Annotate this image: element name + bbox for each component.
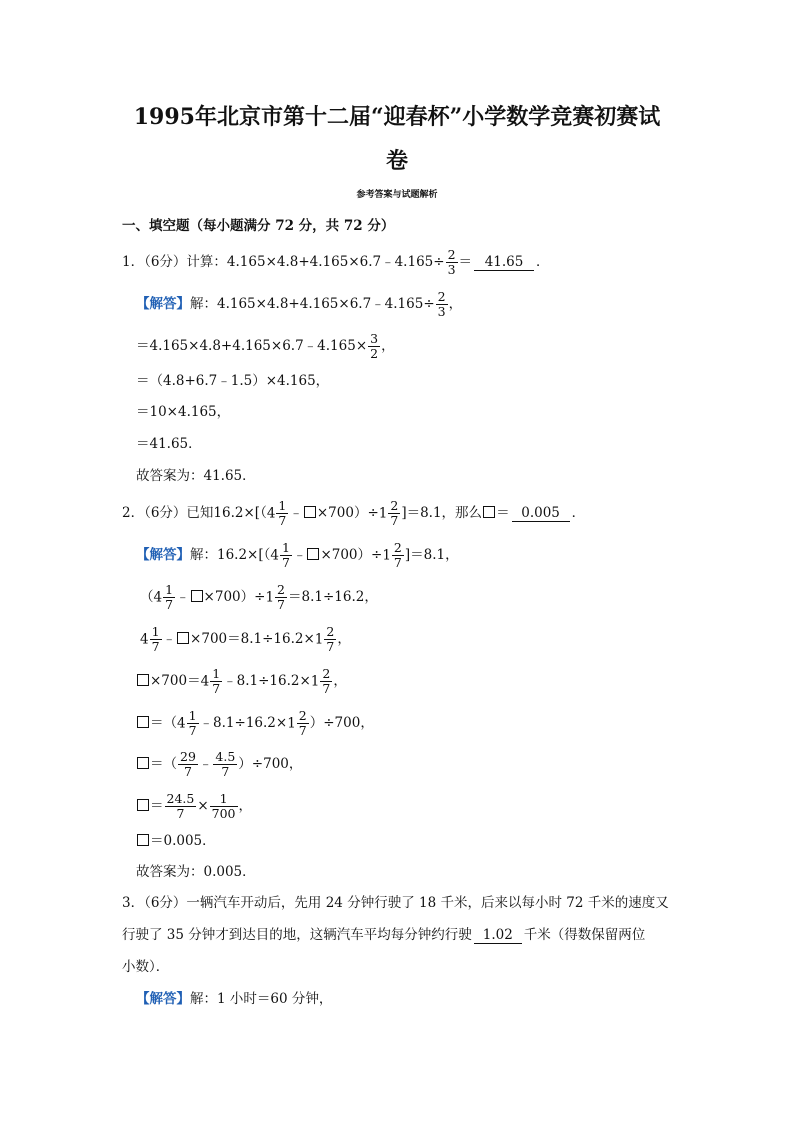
q1-solution-line-5: ＝41.65． <box>136 436 202 452</box>
fraction: $\frac{2}{3}$ <box>437 289 446 319</box>
fraction: $\frac{2}{7}$ <box>322 666 331 696</box>
unknown-box <box>137 757 149 769</box>
fraction: $\frac{4.5}{7}$ <box>215 749 236 779</box>
q3-answer-blank: 1.02 <box>474 927 522 944</box>
question-3-line-3: 小数）． <box>122 959 170 975</box>
q2-solution-line-5: ＝（4 $\frac{1}{7}$ ﹣8.1÷16.2×1 $\frac{2}{7}$ ）÷700， <box>136 709 374 738</box>
q1-solution-line-3: ＝（4.8+6.7﹣1.5）×4.165， <box>136 373 330 389</box>
q3-solution-line-1: 【解答】解：1 小时＝60 分钟， <box>136 991 333 1007</box>
q1-solution-line-4: ＝10×4.165， <box>136 404 231 420</box>
unknown-box <box>191 590 203 602</box>
unknown-box <box>304 506 316 518</box>
q2-solution-line-2: （4 $\frac{1}{7}$ ﹣ ×700）÷1 $\frac{2}{7}$ ＝8.1÷16.2， <box>140 582 378 612</box>
q1-text: 1．（6分）计算：4.165×4.8+4.165×6.7﹣4.165÷ <box>122 254 445 270</box>
q1-solution-line-1: 【解答】解：4.165×4.8+4.165×6.7﹣4.165÷ $\frac{2}{3}$ ， <box>136 289 463 319</box>
fraction: $\frac{2}{3}$ <box>447 247 456 277</box>
question-2: 2．（6分）已知16.2×[（4 $\frac{1}{7}$ ﹣ ×700）÷1 $\frac{2}{7}$ ]＝8.1，那么 ＝ 0.005 ． <box>122 498 586 528</box>
q2-solution-line-8: ＝0.005． <box>136 830 216 852</box>
answer-tag: 【解答】 <box>136 296 190 312</box>
q2-solution-line-7: ＝ $\frac{24.5}{7}$ × $\frac{1}{700}$ ， <box>136 792 252 821</box>
unknown-box <box>483 506 495 518</box>
q2-solution-line-6: ＝（ $\frac{29}{7}$ ﹣ $\frac{4.5}{7}$ ）÷700， <box>136 750 302 779</box>
question-1: 1．（6分）计算：4.165×4.8+4.165×6.7﹣4.165÷ $\frac{2}{3}$ ＝ 41.65 ． <box>122 247 550 277</box>
fraction: $\frac{1}{7}$ <box>188 708 197 738</box>
question-3-line-1: 3．（6分）一辆汽车开动后，先用 24 分钟行驶了 18 千米，后来以每小时 72 千米的速度又 <box>122 895 669 911</box>
fraction: $\frac{3}{2}$ <box>370 331 379 361</box>
q2-solution-line-4: ×700＝4 $\frac{1}{7}$ ﹣8.1÷16.2×1 $\frac{2}{7}$ ， <box>136 667 347 696</box>
page-title-line-1: 1995年北京市第十二届“迎春杯”小学数学竞赛初赛试 <box>133 104 661 130</box>
fraction: $\frac{24.5}{7}$ <box>166 791 195 821</box>
fraction: $\frac{1}{7}$ <box>278 498 287 528</box>
fraction: $\frac{1}{7}$ <box>212 666 221 696</box>
q1-answer-blank: 41.65 <box>474 254 534 271</box>
fraction: $\frac{1}{7}$ <box>165 582 174 612</box>
q2-final-answer: 故答案为：0.005． <box>136 864 256 880</box>
fraction: $\frac{1}{700}$ <box>211 791 236 821</box>
page-subtitle: 参考答案与试题解析 <box>356 190 438 200</box>
unknown-box <box>137 799 149 811</box>
fraction: $\frac{2}{7}$ <box>393 540 402 570</box>
unknown-box <box>137 716 149 728</box>
fraction: $\frac{1}{7}$ <box>281 540 290 570</box>
fraction: $\frac{1}{7}$ <box>151 624 160 654</box>
fraction: $\frac{2}{7}$ <box>390 498 399 528</box>
q2-solution-line-1: 【解答】解：16.2×[（4 $\frac{1}{7}$ ﹣ ×700）÷1 $\frac{2}{7}$ ]＝8.1， <box>136 540 459 570</box>
unknown-box <box>137 834 149 846</box>
question-3-line-2: 行驶了 35 分钟才到达目的地，这辆汽车平均每分钟约行驶 1.02 千米（得数保留两位 <box>122 927 646 943</box>
q1-solution-line-2: ＝4.165×4.8+4.165×6.7﹣4.165× $\frac{3}{2}$ ， <box>136 331 395 361</box>
page-title-line-2: 卷 <box>385 148 408 174</box>
unknown-box <box>177 632 189 644</box>
section-heading: 一、填空题（每小题满分 72 分，共 72 分） <box>122 218 395 234</box>
q1-final-answer: 故答案为：41.65． <box>136 468 256 484</box>
answer-tag: 【解答】 <box>136 547 190 563</box>
unknown-box <box>307 548 319 560</box>
fraction: $\frac{2}{7}$ <box>326 624 335 654</box>
q2-answer-blank: 0.005 <box>512 505 570 522</box>
fraction: $\frac{2}{7}$ <box>277 582 285 612</box>
answer-tag: 【解答】 <box>136 991 190 1007</box>
fraction: $\frac{29}{7}$ <box>180 749 196 779</box>
unknown-box <box>137 674 149 686</box>
q2-solution-line-3: 4 $\frac{1}{7}$ ﹣ ×700＝8.1÷16.2×1 $\frac{2}{7}$ ， <box>140 624 351 654</box>
fraction: $\frac{2}{7}$ <box>298 708 307 738</box>
